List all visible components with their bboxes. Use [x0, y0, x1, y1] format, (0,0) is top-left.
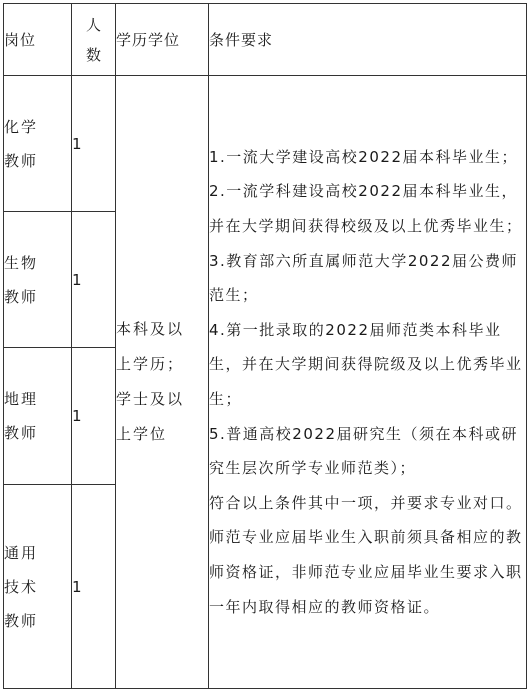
requirements-cell: [209, 76, 527, 689]
position-line: 教师: [4, 424, 39, 442]
table-header-row: [4, 4, 527, 76]
requirement-item: 1.一流大学建设高校2022届本科毕业生；: [209, 147, 518, 166]
position-cell: [4, 485, 72, 689]
count-cell: 1: [72, 485, 116, 689]
table-row: [4, 76, 527, 212]
position-line: 教师: [4, 287, 39, 306]
requirement-item: 2.一流学科建设高校2022届本科毕业生，并在大学期间获得校级及以上优秀毕业生；: [209, 182, 523, 236]
header-education: 学历学位: [116, 4, 209, 76]
education-cell: [116, 76, 209, 689]
position-line: 化学: [4, 117, 39, 136]
requirement-item: 3.教育部六所直属师范大学2022届公费师范生；: [209, 251, 518, 305]
education-line: 上学位: [116, 425, 168, 443]
recruitment-table: [3, 3, 527, 689]
count-cell: 1: [72, 212, 116, 348]
position-cell: [4, 348, 72, 485]
position-line: 地理: [4, 390, 39, 408]
header-count: [72, 4, 116, 76]
position-cell: [4, 212, 72, 348]
position-line: 教师: [4, 151, 39, 170]
requirement-item: 5.普通高校2022届研究生（须在本科或研究生层次所学专业师范类）；: [209, 424, 518, 478]
header-count-line2: 数: [85, 45, 101, 64]
education-line: 上学历；: [116, 355, 185, 373]
requirement-item: 4.第一批录取的2022届师范类本科毕业生，并在大学期间获得院级及以上优秀毕业生；: [209, 320, 523, 408]
position-line: 通用: [4, 543, 39, 562]
header-count-line1: 人: [85, 15, 101, 34]
position-line: 教师: [4, 611, 39, 630]
position-line: 生物: [4, 253, 39, 272]
count-cell: 1: [72, 348, 116, 485]
position-line: 技术: [4, 577, 39, 596]
count-cell: 1: [72, 76, 116, 212]
position-cell: [4, 76, 72, 212]
education-line: 学士及以: [116, 390, 185, 408]
education-line: 本科及以: [116, 320, 185, 338]
header-requirements: 条件要求: [209, 4, 527, 76]
requirement-note: 符合以上条件其中一项，并要求专业对口。师范专业应届毕业生入职前须具备相应的教师资格证，非师范专业应届毕业生要求入职一年内取得相应的教师资格证。: [209, 493, 523, 616]
header-position: 岗位: [4, 4, 72, 76]
